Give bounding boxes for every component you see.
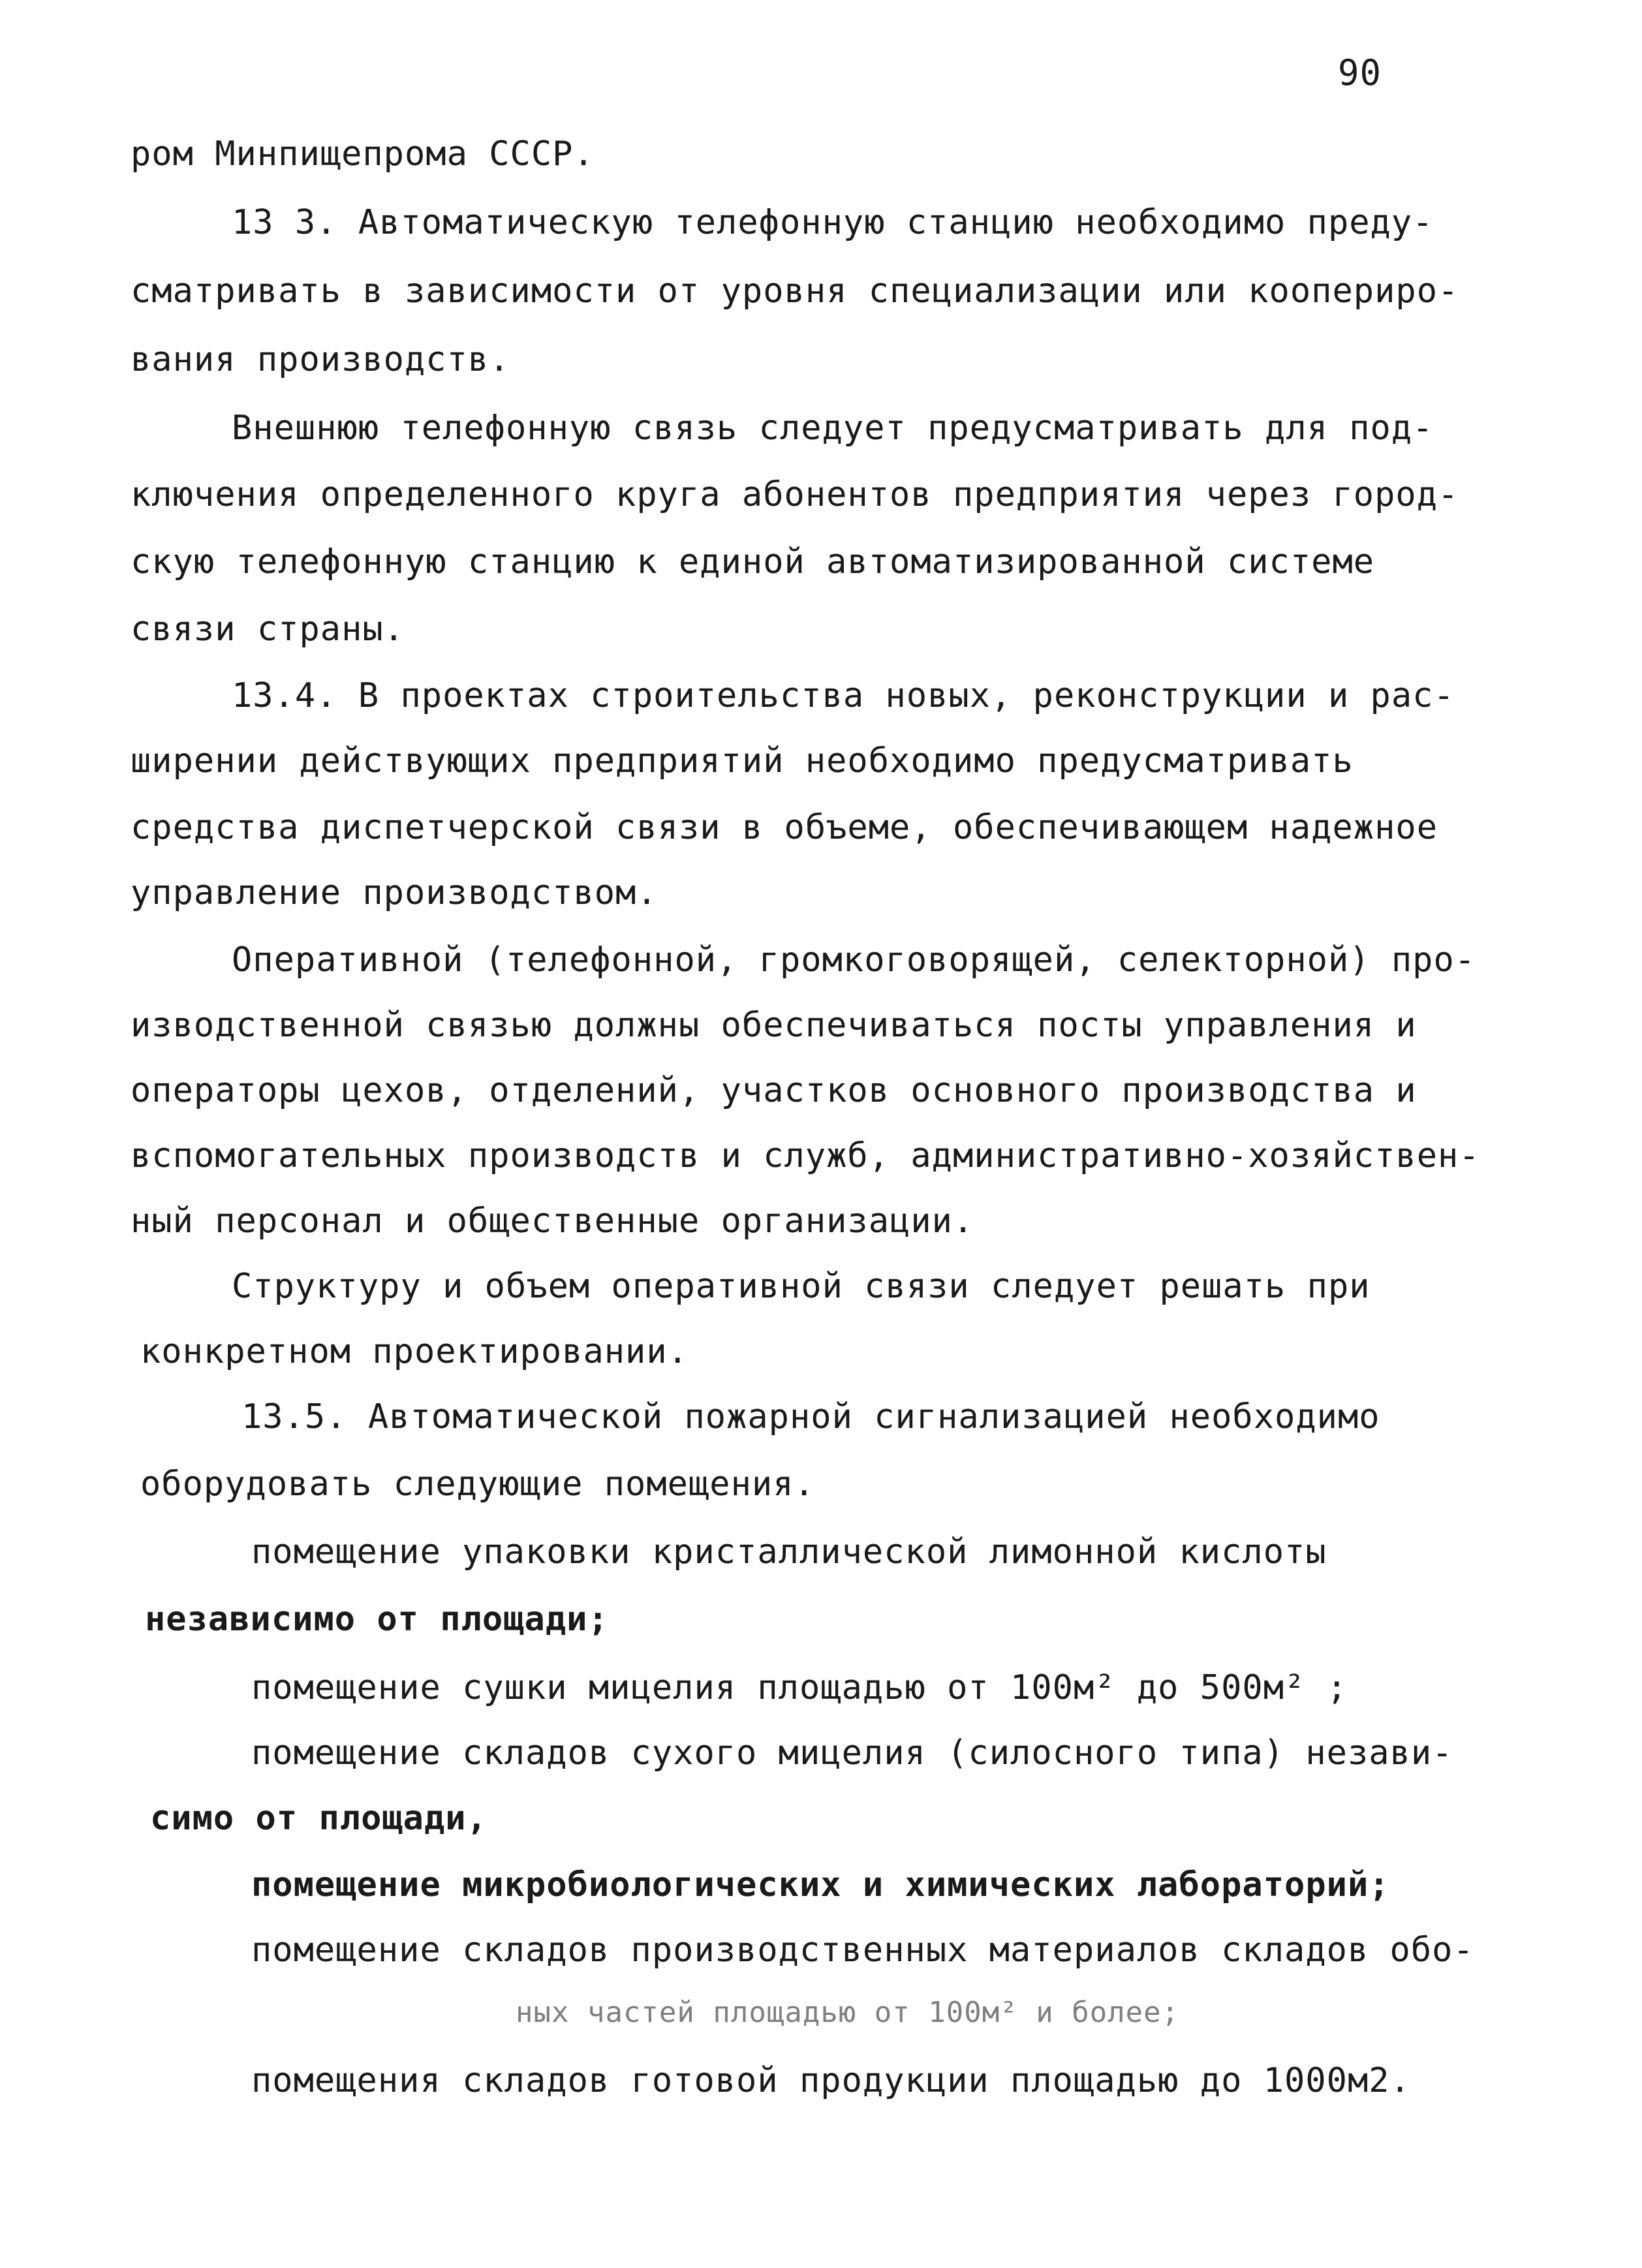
text-line: вания производств. <box>131 340 510 379</box>
list-item-line: помещение упаковки кристаллической лимонной кислоты <box>251 1532 1327 1572</box>
text-line: оборудовать следующие помещения. <box>140 1465 815 1504</box>
text-line: конкретном проектировании. <box>140 1332 689 1371</box>
faint-list-item-line: ных частей площадью от 100м² и более; <box>516 1996 1180 2029</box>
list-item-line: помещения складов готовой продукции площадью до 1000м2. <box>251 2061 1411 2100</box>
text-line: управление производством. <box>131 873 658 912</box>
text-line: ключения определенного круга абонентов предприятия через город- <box>131 475 1459 514</box>
text-line: скую телефонную станцию к единой автоматизированной системе <box>131 542 1375 582</box>
text-line: ный персонал и общественные организации. <box>131 1202 974 1241</box>
text-line: Оперативной (телефонной, громкоговорящей, селекторной) про- <box>232 940 1476 980</box>
text-line: ширении действующих предприятий необходимо предусматривать <box>131 741 1354 781</box>
paragraph-13-5-line: 13.5. Автоматической пожарной сигнализацией необходимо <box>241 1397 1380 1437</box>
text-line: сматривать в зависимости от уровня специализации или коопериро- <box>131 272 1459 311</box>
list-item-line: независимо от площади; <box>145 1600 609 1639</box>
text-line: вспомогательных производств и служб, административно-хозяйствен- <box>131 1136 1480 1175</box>
page-number: 90 <box>1338 52 1382 93</box>
list-item-line: помещение складов производственных материалов складов обо- <box>251 1931 1474 1970</box>
text-line: связи страны. <box>131 610 405 649</box>
text-line: ром Минпищепрома СССР. <box>131 134 595 174</box>
paragraph-13-4-line: 13.4. В проектах строительства новых, реконструкции и рас- <box>232 676 1455 715</box>
text-line: изводственной связью должны обеспечиваться посты управления и <box>131 1006 1417 1045</box>
paragraph-13-3-line: 13 3. Автоматическую телефонную станцию необходимо преду- <box>232 203 1434 242</box>
list-item-line: помещение сушки мицелия площадью от 100м² до 500м² ; <box>251 1668 1348 1707</box>
list-item-line: помещение складов сухого мицелия (силосного типа) незави- <box>251 1733 1453 1773</box>
text-line: Структуру и объем оперативной связи следует решать при <box>232 1267 1371 1306</box>
text-line: Внешнюю телефонную связь следует предусматривать для под- <box>232 409 1434 448</box>
text-line: средства диспетчерской связи в объеме, обеспечивающем надежное <box>131 808 1438 847</box>
list-item-line: симо от площади, <box>150 1799 488 1838</box>
text-line: операторы цехов, отделений, участков основного производства и <box>131 1071 1417 1110</box>
list-item-line: помещение микробиологических и химических лабораторий; <box>251 1865 1390 1904</box>
